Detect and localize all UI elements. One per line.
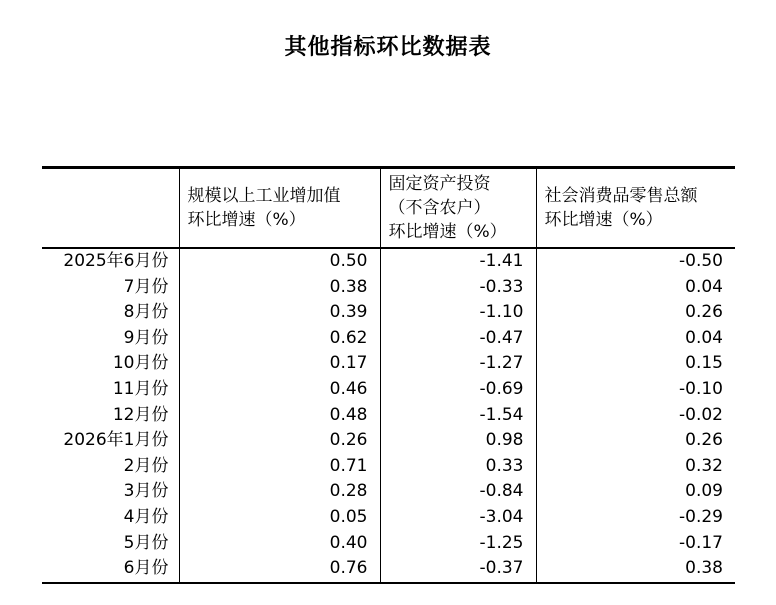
period-cell: 2026年1月份 [63, 430, 169, 451]
investment-cell: -0.37 [380, 556, 536, 583]
header-fixed-asset-investment: 固定资产投资 （不含农户） 环比增速（%） [380, 168, 536, 249]
retail-cell: -0.10 [536, 377, 735, 403]
retail-cell: 0.38 [536, 556, 735, 583]
period-cell: 5月份 [123, 532, 169, 553]
table-row [42, 428, 735, 454]
investment-cell: -0.47 [380, 326, 536, 352]
industrial-cell: 0.17 [179, 351, 380, 377]
retail-cell: 0.32 [536, 454, 735, 480]
industrial-cell: 0.76 [179, 556, 380, 583]
investment-cell: -1.54 [380, 403, 536, 429]
investment-cell: -3.04 [380, 505, 536, 531]
table-row [42, 556, 735, 583]
investment-cell: 0.33 [380, 454, 536, 480]
table-row [42, 275, 735, 301]
investment-cell: -0.84 [380, 479, 536, 505]
investment-cell: 0.98 [380, 428, 536, 454]
investment-cell: -1.10 [380, 300, 536, 326]
industrial-cell: 0.62 [179, 326, 380, 352]
period-cell: 10月份 [112, 353, 169, 374]
table-row [42, 300, 735, 326]
data-table [42, 166, 735, 584]
header-retail-sales: 社会消费品零售总额 环比增速（%） [536, 168, 735, 249]
industrial-cell: 0.38 [179, 275, 380, 301]
table-row [42, 454, 735, 480]
investment-cell: -0.33 [380, 275, 536, 301]
investment-cell: -0.69 [380, 377, 536, 403]
header-industrial-value-added: 规模以上工业增加值 环比增速（%） [179, 168, 380, 249]
retail-cell: 0.04 [536, 275, 735, 301]
table-body [42, 248, 735, 583]
industrial-cell: 0.26 [179, 428, 380, 454]
table-row [42, 351, 735, 377]
table-row [42, 248, 735, 275]
industrial-cell: 0.46 [179, 377, 380, 403]
retail-cell: -0.17 [536, 531, 735, 557]
industrial-cell: 0.40 [179, 531, 380, 557]
table-row [42, 505, 735, 531]
retail-cell: 0.09 [536, 479, 735, 505]
industrial-cell: 0.28 [179, 479, 380, 505]
period-cell: 2月份 [123, 455, 169, 476]
table-row [42, 377, 735, 403]
period-cell: 2025年6月份 [63, 251, 169, 271]
retail-cell: 0.26 [536, 300, 735, 326]
retail-cell: 0.15 [536, 351, 735, 377]
investment-cell: -1.27 [380, 351, 536, 377]
table-header-row [42, 168, 735, 249]
retail-cell: -0.02 [536, 403, 735, 429]
industrial-cell: 0.71 [179, 454, 380, 480]
retail-cell: 0.04 [536, 326, 735, 352]
table-row [42, 403, 735, 429]
industrial-cell: 0.50 [179, 248, 380, 275]
period-cell: 3月份 [123, 481, 169, 502]
period-cell: 8月份 [123, 302, 169, 323]
retail-cell: 0.26 [536, 428, 735, 454]
table-row [42, 326, 735, 352]
period-cell: 4月份 [123, 506, 169, 527]
period-cell: 12月份 [112, 404, 169, 425]
period-cell: 11月份 [112, 378, 169, 399]
industrial-cell: 0.48 [179, 403, 380, 429]
retail-cell: -0.50 [536, 248, 735, 275]
period-cell: 9月份 [123, 327, 169, 348]
industrial-cell: 0.39 [179, 300, 380, 326]
period-cell: 7月份 [123, 276, 169, 297]
page-title: 其他指标环比数据表 [284, 35, 492, 60]
investment-cell: -1.25 [380, 531, 536, 557]
table-row [42, 479, 735, 505]
retail-cell: -0.29 [536, 505, 735, 531]
header-period [42, 168, 179, 249]
period-cell: 6月份 [123, 558, 169, 579]
investment-cell: -1.41 [380, 248, 536, 275]
table-row [42, 531, 735, 557]
industrial-cell: 0.05 [179, 505, 380, 531]
